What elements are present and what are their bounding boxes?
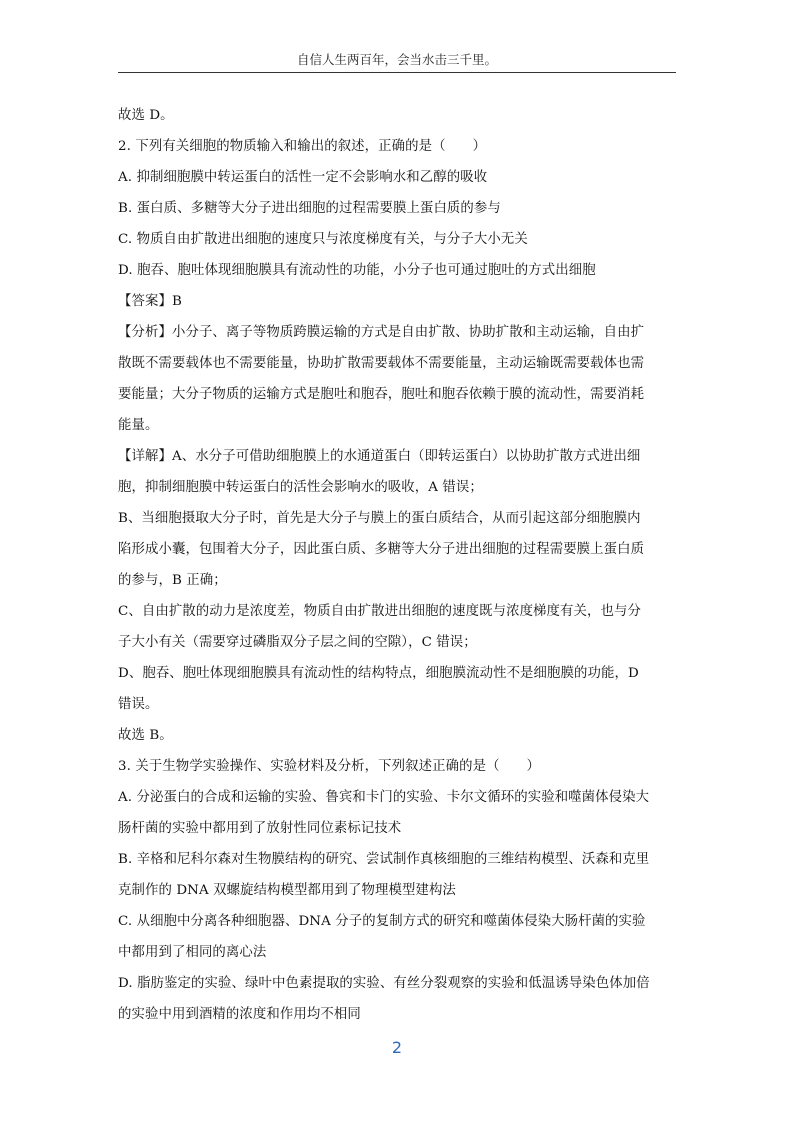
text-line: 中都用到了相同的离心法 — [118, 945, 267, 960]
page-number: 2 — [391, 1038, 403, 1057]
question-2-option-d: D. 胞吞、胞吐体现细胞膜具有流动性的功能，小分子也可通过胞吐的方式出细胞 — [118, 263, 596, 278]
question-2-option-c: C. 物质自由扩散进出细胞的速度只与浓度梯度有关，与分子大小无关 — [118, 232, 528, 247]
text-line: C、自由扩散的动力是浓度差，物质自由扩散进出细胞的速度既与浓度梯度有关，也与分 — [118, 604, 641, 619]
page-header-motto: 自信人生两百年，会当水击三千里。 — [296, 52, 497, 67]
text-line: 的实验中用到酒精的浓度和作用均不相同 — [118, 1007, 361, 1022]
text-line: 故选 B。 — [118, 728, 173, 743]
question-3-option-b: B. 辛格和尼科尔森对生物膜结构的研究、尝试制作真核细胞的三维结构模型、沃森和克里 — [118, 852, 650, 867]
text-line: 肠杆菌的实验中都用到了放射性同位素标记技术 — [118, 821, 402, 836]
question-2-answer: 【答案】B — [118, 294, 182, 309]
question-3-option-c: C. 从细胞中分离各种细胞器、DNA 分子的复制方式的研究和噬菌体侵染大肠杆菌的实验 — [118, 914, 646, 929]
text-line: 的参与，B 正确； — [118, 573, 227, 588]
question-3-option-d: D. 脂肪鉴定的实验、绿叶中色素提取的实验、有丝分裂观察的实验和低温诱导染色体加倍 — [118, 976, 650, 991]
text-line: D、胞吞、胞吐体现细胞膜具有流动性的结构特点，细胞膜流动性不是细胞膜的功能，D — [118, 666, 639, 681]
text-line: 错误。 — [118, 697, 159, 712]
question-2-explanation: 【详解】A、水分子可借助细胞膜上的水通道蛋白（即转运蛋白）以协助扩散方式进出细 — [118, 449, 641, 464]
question-3-option-a: A. 分泌蛋白的合成和运输的实验、鲁宾和卡门的实验、卡尔文循环的实验和噬菌体侵染大 — [118, 790, 650, 805]
text-line: B、当细胞摄取大分子时，首先是大分子与膜上的蛋白质结合，从而引起这部分细胞膜内 — [118, 511, 641, 526]
text-line: 陷形成小囊，包围着大分子，因此蛋白质、多糖等大分子进出细胞的过程需要膜上蛋白质 — [118, 542, 645, 557]
text-line: 故选 D。 — [118, 108, 174, 123]
text-line: 克制作的 DNA 双螺旋结构模型都用到了物理模型建构法 — [118, 883, 456, 898]
text-line: 散既不需要载体也不需要能量，协助扩散需要载体不需要能量，主动运输既需要载体也需 — [118, 356, 645, 371]
text-line: 胞，抑制细胞膜中转运蛋白的活性会影响水的吸收，A 错误； — [118, 480, 483, 495]
question-2-analysis: 【分析】小分子、离子等物质跨膜运输的方式是自由扩散、协助扩散和主动运输，自由扩 — [118, 325, 645, 340]
text-line: 子大小有关（需要穿过磷脂双分子层之间的空隙），C 错误； — [118, 635, 477, 650]
question-3-stem: 3. 关于生物学实验操作、实验材料及分析，下列叙述正确的是（ ） — [118, 759, 541, 774]
text-line: 要能量；大分子物质的运输方式是胞吐和胞吞，胞吐和胞吞依赖于膜的流动性，需要消耗 — [118, 387, 645, 402]
question-2-option-a: A. 抑制细胞膜中转运蛋白的活性一定不会影响水和乙醇的吸收 — [118, 170, 488, 185]
document-body — [118, 100, 678, 1030]
header-divider — [118, 72, 676, 73]
text-line: 能量。 — [118, 418, 159, 433]
question-2-stem: 2. 下列有关细胞的物质输入和输出的叙述，正确的是（ ） — [118, 139, 487, 154]
question-2-option-b: B. 蛋白质、多糖等大分子进出细胞的过程需要膜上蛋白质的参与 — [118, 201, 501, 216]
